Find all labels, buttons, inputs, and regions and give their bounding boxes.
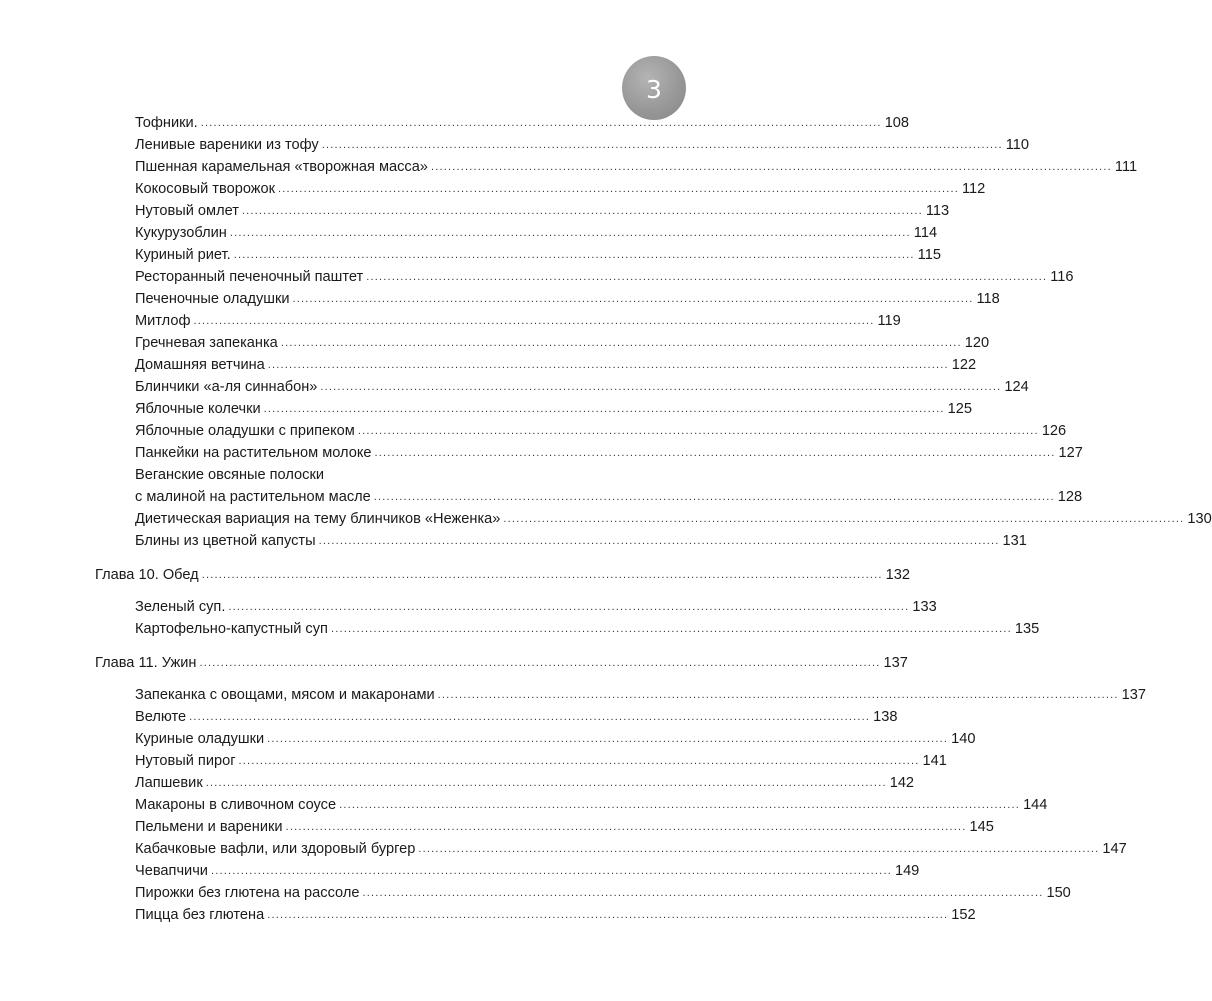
entry-title: Диетическая вариация на тему блинчиков «Неженка» [135, 511, 501, 527]
entry-title: Нутовый омлет [135, 203, 239, 219]
toc-entry [135, 884, 1071, 902]
entry-page: 140 [951, 731, 976, 747]
entry-title: Лапшевик [135, 775, 203, 791]
toc-entry [135, 598, 937, 616]
entry-title: Куриные оладушки [135, 731, 265, 747]
entry-page: 126 [1041, 423, 1067, 439]
entry-title: Митлоф [135, 313, 191, 329]
dot-leader: ................................................................................................................................................................ [418, 843, 1100, 855]
entry-page: 137 [1121, 687, 1147, 703]
toc-entry [135, 796, 1048, 814]
toc-entry [135, 488, 1083, 506]
toc-entry [135, 510, 1212, 528]
toc-entry [135, 532, 1027, 550]
entry-title: Панкейки на растительном молоке [135, 445, 372, 461]
dot-leader: ................................................................................................................................................................ [263, 403, 945, 415]
chapter-title: Глава 11. Ужин [95, 655, 197, 671]
entry-page: 122 [951, 357, 977, 373]
dot-leader: ................................................................................................................................................................ [362, 887, 1044, 899]
toc-entry [135, 136, 1029, 154]
dot-leader: ................................................................................................................................................................ [238, 755, 920, 767]
toc-entry [135, 620, 1040, 638]
entry-title: Чевапчичи [135, 863, 208, 879]
dot-leader: ................................................................................................................................................................ [373, 491, 1055, 503]
entry-title: Макароны в сливочном соусе [135, 797, 337, 813]
entry-title: Запеканка с овощами, мясом и макаронами [135, 687, 435, 703]
entry-title: Пельмени и вареники [135, 819, 283, 835]
toc-chapter [95, 654, 908, 672]
chapter-title: Глава 10. Обед [95, 567, 199, 583]
entry-page: 152 [951, 907, 976, 923]
entry-page: 135 [1014, 621, 1040, 637]
dot-leader: ................................................................................................................................................................ [285, 821, 967, 833]
entry-page: 111 [1114, 159, 1138, 175]
dot-leader: ................................................................................................................................................................ [199, 657, 881, 669]
toc-entry [135, 268, 1074, 286]
entry-page: 120 [964, 335, 990, 351]
entry-title: Велюте [135, 709, 187, 725]
toc-entry [135, 180, 986, 198]
toc-entry [135, 840, 1127, 858]
toc-entry [135, 378, 1029, 396]
entry-title: Зеленый суп. [135, 599, 226, 615]
toc-entry [135, 114, 910, 132]
dot-leader: ................................................................................................................................................................ [267, 733, 949, 745]
dot-leader: ................................................................................................................................................................ [437, 689, 1119, 701]
page-number: 3 [646, 74, 662, 104]
entry-title: Нутовый пирог [135, 753, 236, 769]
entry-page: 147 [1102, 841, 1127, 857]
entry-page: 130 [1187, 511, 1212, 527]
entry-page: 112 [962, 181, 986, 197]
entry-title: Печеночные оладушки [135, 291, 290, 307]
entry-title: Кокосовый творожок [135, 181, 276, 197]
toc-entry [135, 444, 1083, 462]
entry-page: 138 [873, 709, 898, 725]
entry-page: 116 [1050, 269, 1074, 285]
entry-title: Картофельно-капустный суп [135, 621, 328, 637]
dot-leader: ................................................................................................................................................................ [366, 271, 1048, 283]
entry-title: Домашняя ветчина [135, 357, 265, 373]
dot-leader: ................................................................................................................................................................ [278, 183, 960, 195]
dot-leader: ................................................................................................................................................................ [292, 293, 974, 305]
dot-leader: ................................................................................................................................................................ [228, 601, 910, 613]
entry-page: 150 [1046, 885, 1071, 901]
dot-leader: ................................................................................................................................................................ [321, 139, 1003, 151]
entry-page: 115 [917, 247, 941, 263]
entry-title: Тофники. [135, 115, 198, 131]
entry-title: Пирожки без глютена на рассоле [135, 885, 360, 901]
toc-entry [135, 906, 976, 924]
entry-title: Куриный риет. [135, 247, 231, 263]
entry-page: 141 [922, 753, 947, 769]
toc-entry [135, 422, 1067, 440]
dot-leader: ................................................................................................................................................................ [267, 909, 949, 921]
entry-title: Яблочные колечки [135, 401, 261, 417]
toc-entry [135, 246, 941, 264]
entry-title: Пицца без глютена [135, 907, 265, 923]
entry-title: Пшенная карамельная «творожная масса» [135, 159, 428, 175]
toc-entry [135, 818, 994, 836]
dot-leader: ................................................................................................................................................................ [374, 447, 1056, 459]
entry-title: с малиной на растительном масле [135, 489, 371, 505]
entry-page: 125 [947, 401, 973, 417]
entry-title: Ресторанный печеночный паштет [135, 269, 364, 285]
entry-page: 128 [1057, 489, 1083, 505]
entry-title: Гречневая запеканка [135, 335, 278, 351]
dot-leader: ................................................................................................................................................................ [233, 249, 915, 261]
dot-leader: ................................................................................................................................................................ [503, 513, 1185, 525]
toc-entry [135, 356, 977, 374]
toc-entry [135, 730, 976, 748]
dot-leader: ................................................................................................................................................................ [229, 227, 911, 239]
toc-entry-first-line [135, 466, 324, 484]
entry-title: Блинчики «а-ля синнабон» [135, 379, 318, 395]
dot-leader: ................................................................................................................................................................ [430, 161, 1112, 173]
toc-entry [135, 400, 973, 418]
toc-entry [135, 224, 938, 242]
dot-leader: ................................................................................................................................................................ [357, 425, 1039, 437]
entry-page: 118 [976, 291, 1000, 307]
dot-leader: ................................................................................................................................................................ [189, 711, 871, 723]
dot-leader: ................................................................................................................................................................ [201, 569, 883, 581]
toc-entry [135, 202, 950, 220]
dot-leader: ................................................................................................................................................................ [267, 359, 949, 371]
entry-title: Кукурузоблин [135, 225, 227, 241]
toc-entry [135, 686, 1147, 704]
dot-leader: ................................................................................................................................................................ [200, 117, 882, 129]
entry-page: 113 [925, 203, 950, 219]
dot-leader: ................................................................................................................................................................ [280, 337, 962, 349]
toc-chapter [95, 566, 911, 584]
toc-entry [135, 312, 901, 330]
entry-page: 114 [913, 225, 938, 241]
page-number-badge [622, 56, 686, 120]
dot-leader: ................................................................................................................................................................ [205, 777, 887, 789]
entry-page: 110 [1005, 137, 1029, 153]
entry-title: Ленивые вареники из тофу [135, 137, 319, 153]
entry-title: Яблочные оладушки с припеком [135, 423, 355, 439]
dot-leader: ................................................................................................................................................................ [339, 799, 1021, 811]
entry-title: Кабачковые вафли, или здоровый бургер [135, 841, 416, 857]
toc-entry [135, 334, 990, 352]
entry-page: 127 [1058, 445, 1083, 461]
entry-page: 145 [969, 819, 994, 835]
dot-leader: ................................................................................................................................................................ [320, 381, 1002, 393]
entry-page: 119 [877, 313, 901, 329]
entry-page: 124 [1004, 379, 1029, 395]
entry-page: 131 [1002, 533, 1027, 549]
dot-leader: ................................................................................................................................................................ [330, 623, 1012, 635]
toc-entry [135, 708, 898, 726]
entry-page: 149 [894, 863, 920, 879]
toc-entry [135, 862, 920, 880]
entry-page: 144 [1023, 797, 1048, 813]
chapter-page: 132 [885, 567, 911, 583]
toc-entry [135, 752, 947, 770]
chapter-page: 137 [883, 655, 908, 671]
entry-page: 108 [884, 115, 910, 131]
toc-entry [135, 774, 915, 792]
entry-title: Блины из цветной капусты [135, 533, 316, 549]
toc-entry [135, 290, 1000, 308]
dot-leader: ................................................................................................................................................................ [241, 205, 923, 217]
dot-leader: ................................................................................................................................................................ [210, 865, 892, 877]
dot-leader: ................................................................................................................................................................ [318, 535, 1000, 547]
entry-page: 142 [889, 775, 915, 791]
dot-leader: ................................................................................................................................................................ [193, 315, 875, 327]
entry-page: 133 [912, 599, 937, 615]
toc-entry [135, 158, 1138, 176]
entry-title: Веганские овсяные полоски [135, 467, 324, 483]
